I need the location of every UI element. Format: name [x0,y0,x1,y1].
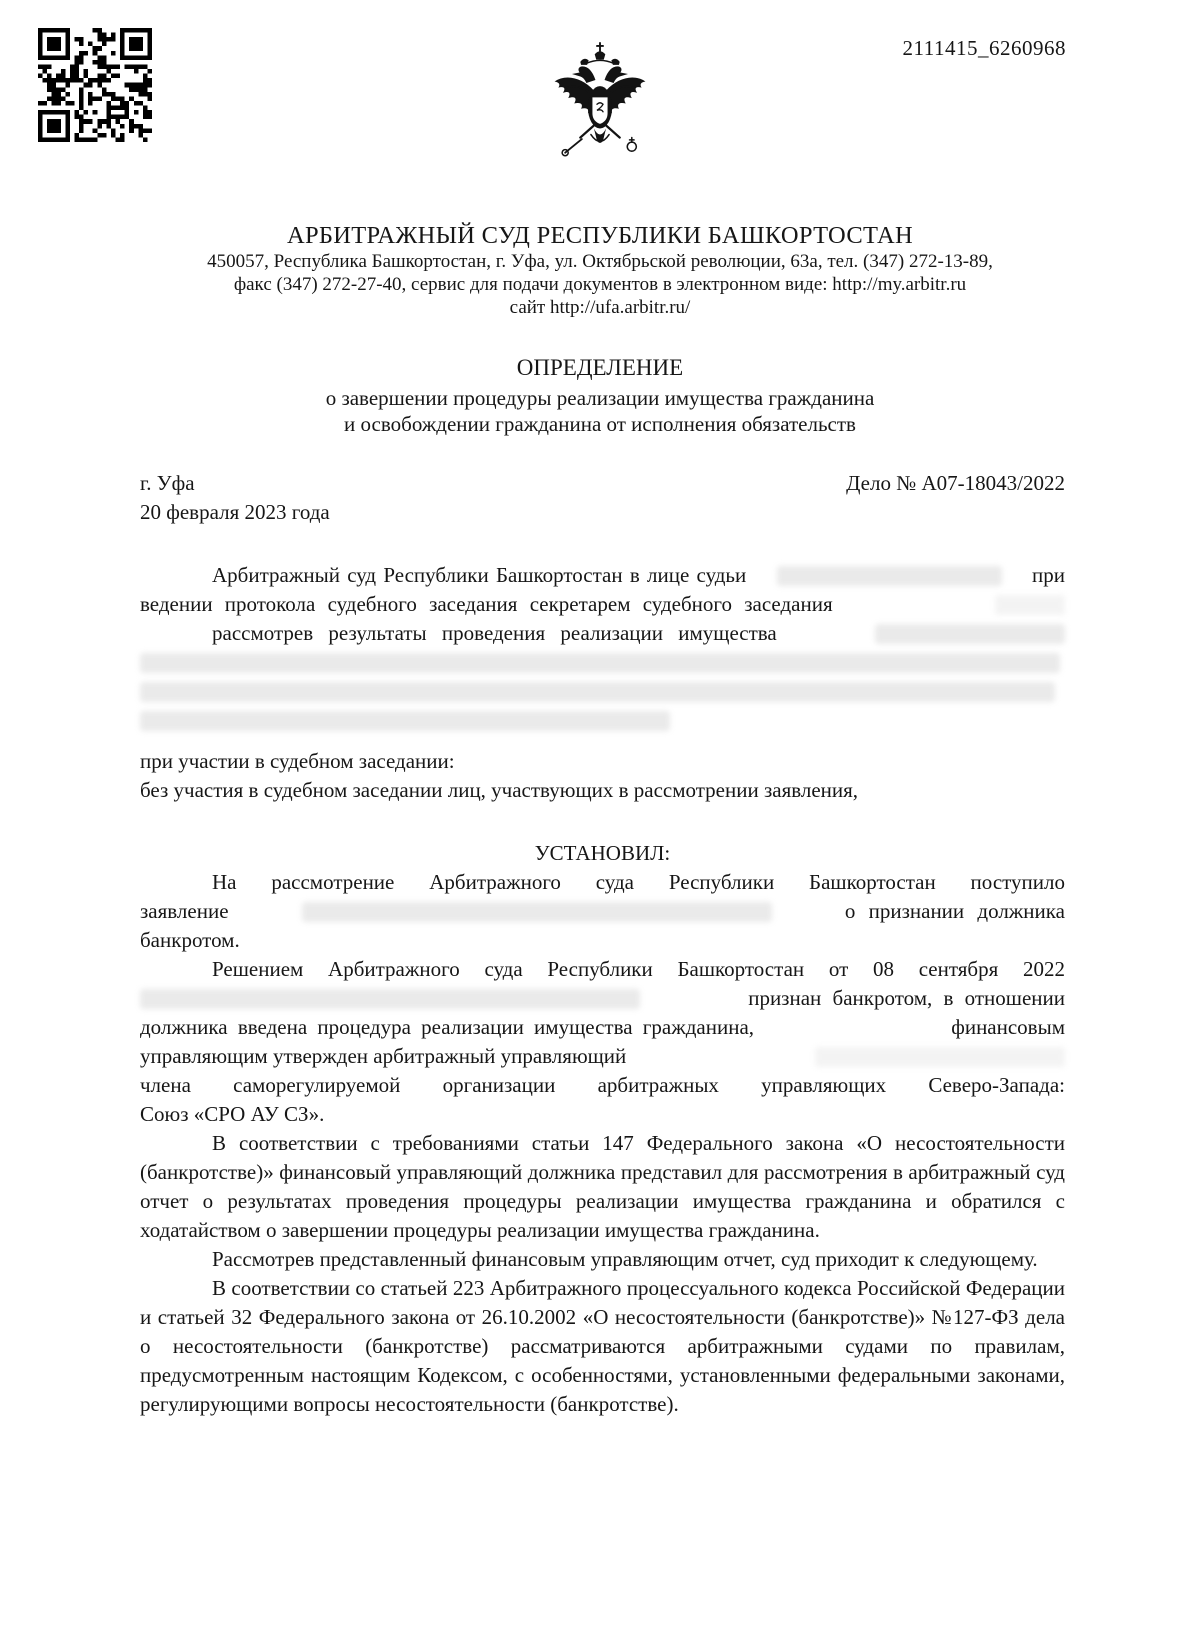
text-segment: ведении протокола судебного заседания секретарем судебного заседания [140,592,833,616]
body-line [140,926,1065,955]
text-segment: Арбитражный суд Республики Башкортостан в лице судьи [212,563,747,587]
body-line [140,868,1065,897]
body-paragraph: Рассмотрев представленный финансовым управляющим отчет, суд приходит к следующему. [212,1247,1038,1271]
text-segment: рассмотрев результаты проведения реализации имущества [212,621,777,645]
document-subtitle-1: о завершении процедуры реализации имущества гражданина [325,386,875,410]
body-line [140,1100,1065,1129]
body-paragraph [140,561,1065,735]
case-info-block [0,469,1200,527]
body-line [140,1071,1065,1100]
case-date: 20 февраля 2023 года [140,500,330,524]
body-line [140,706,1065,735]
body-line [140,776,1065,805]
document-number: 2111415_6260968 [902,36,1066,60]
text-segment: финансовым [951,1015,1065,1039]
text-segment: признан банкротом, в отношении [748,986,1065,1010]
text-segment: при [1032,563,1065,587]
body-line [140,984,1065,1013]
text-segment: заявление [140,899,229,923]
body-line [140,677,1065,706]
text-segment: члена саморегулируемой организации арбитражных управляющих Северо-Запада: [140,1073,1065,1097]
text-segment: при участии в судебном заседании: [140,749,455,773]
redacted-text [995,595,1065,615]
text-segment: о признании должника [844,899,1065,923]
body-paragraph: В соответствии с требованиями статьи 147 Федерального закона «О несостоятельности (банкротстве)» финансовый управляющий должника представил для рассмотрения в арбитражный суд отчет о результатах проведения процедуры реализации имущества гражданина и обратился с ходатайством о завершении процедуры реализации имущества гражданина. [140,1131,1065,1242]
redacted-text [140,711,670,731]
court-address-line-1: 450057, Республика Башкортостан, г. Уфа, ул. Октябрьской революции, 63а, тел. (347) 272-13-89, [207,251,993,272]
court-website-line: сайт http://ufa.arbitr.ru/ [509,297,691,318]
text-segment: управляющим утвержден арбитражный управляющий [140,1044,627,1068]
qr-code-icon [38,28,152,142]
court-name: АРБИТРАЖНЫЙ СУД РЕСПУБЛИКИ БАШКОРТОСТАН [287,222,913,249]
body-paragraph [140,747,1065,805]
redacted-text [140,989,640,1009]
body-line [140,1013,1065,1042]
court-address-line-2: факс (347) 272-27-40, сервис для подачи документов в электронном виде: http://my.arbitr.ru [233,274,967,295]
body-line [140,590,1065,619]
redacted-text [875,624,1065,644]
text-segment: банкротом. [140,928,240,952]
heading-ustanovil: УСТАНОВИЛ: [534,841,671,865]
court-header [0,222,1200,319]
body-paragraph: В соответствии со статьей 223 Арбитражного процессуального кодекса Российской Федерации и статьей 32 Федерального закона от 26.10.2002 «О несостоятельности (банкротстве)» №127-ФЗ дела о несостоятельности (банкротстве) рассматриваются арбитражными судами по правилам, предусмотренным настоящим Кодексом, с особенностями, установленными федеральными законами, регулирующими вопросы несостоятельности (банкротстве). [140,1276,1065,1416]
body-line [140,648,1065,677]
document-subtitle-2: и освобождении гражданина от исполнения обязательств [344,412,856,436]
text-segment: Решением Арбитражного суда Республики Башкортостан от 08 сентября 2022 [212,957,1065,981]
redacted-text [815,1047,1065,1067]
text-segment: На рассмотрение Арбитражного суда Республики Башкортостан поступило [212,870,1065,894]
body-paragraph [140,955,1065,1129]
text-segment: Союз «СРО АУ СЗ». [140,1102,325,1126]
text-segment: должника введена процедура реализации имущества гражданина, [140,1015,755,1039]
body-line [140,747,1065,776]
body-line [140,619,1065,648]
case-city: г. Уфа [140,471,195,495]
body-paragraph [140,868,1065,955]
redacted-text [777,566,1002,586]
body-line [140,1042,1065,1071]
body-line [140,561,1065,590]
body-line [140,897,1065,926]
text-segment: без участия в судебном заседании лиц, участвующих в рассмотрении заявления, [140,778,859,802]
body-line [140,955,1065,984]
russian-coat-of-arms-icon [547,26,653,184]
document-body [0,561,1200,1419]
case-number: Дело № А07-18043/2022 [846,471,1065,495]
redacted-text [140,682,1055,702]
document-title: ОПРЕДЕЛЕНИЕ [516,355,684,380]
redacted-text [140,653,1060,673]
document-title-block [0,355,1200,437]
redacted-text [302,902,772,922]
